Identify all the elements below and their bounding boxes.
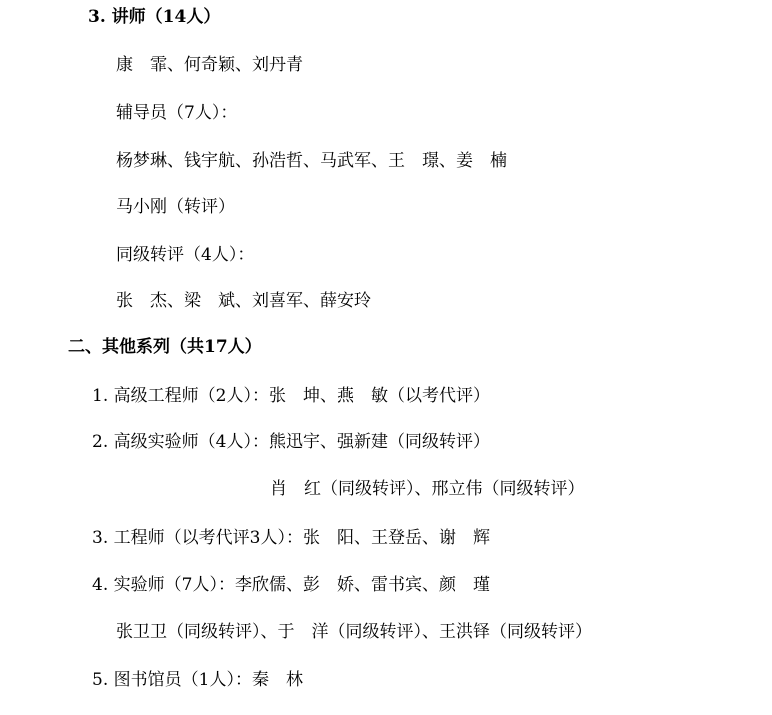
other-series-heading: 二、其他系列（共17人） (68, 337, 262, 357)
experimentalist-entry: 4. 实验师（7人）：李欣儒、彭 娇、雷书宾、颜 瑾 (92, 575, 490, 595)
experimentalist-continuation: 张卫卫（同级转评）、于 洋（同级转评）、王洪铎（同级转评） (116, 622, 592, 642)
ma-xiaogang-entry: 马小刚（转评） (116, 197, 235, 217)
peer-review-names: 张 杰、梁 斌、刘喜军、薛安玲 (116, 291, 371, 311)
senior-experimentalist-continuation: 肖 红（同级转评）、邢立伟（同级转评） (270, 479, 585, 499)
peer-review-heading: 同级转评（4人）： (116, 245, 255, 265)
librarian-entry: 5. 图书馆员（1人）：秦 林 (92, 670, 303, 690)
counselor-heading: 辅导员（7人）： (116, 103, 238, 123)
counselor-names: 杨梦琳、钱宇航、孙浩哲、马武军、王 璟、姜 楠 (116, 151, 507, 171)
senior-experimentalist-entry: 2. 高级实验师（4人）：熊迅宇、强新建（同级转评） (92, 432, 490, 452)
lecturer-heading: 3. 讲师（14人） (88, 7, 221, 27)
senior-engineer-entry: 1. 高级工程师（2人）：张 坤、燕 敏（以考代评） (92, 386, 490, 406)
engineer-entry: 3. 工程师（以考代评3人）：张 阳、王登岳、谢 辉 (92, 528, 490, 548)
lecturer-names: 康 霏、何奇颖、刘丹青 (116, 55, 303, 75)
